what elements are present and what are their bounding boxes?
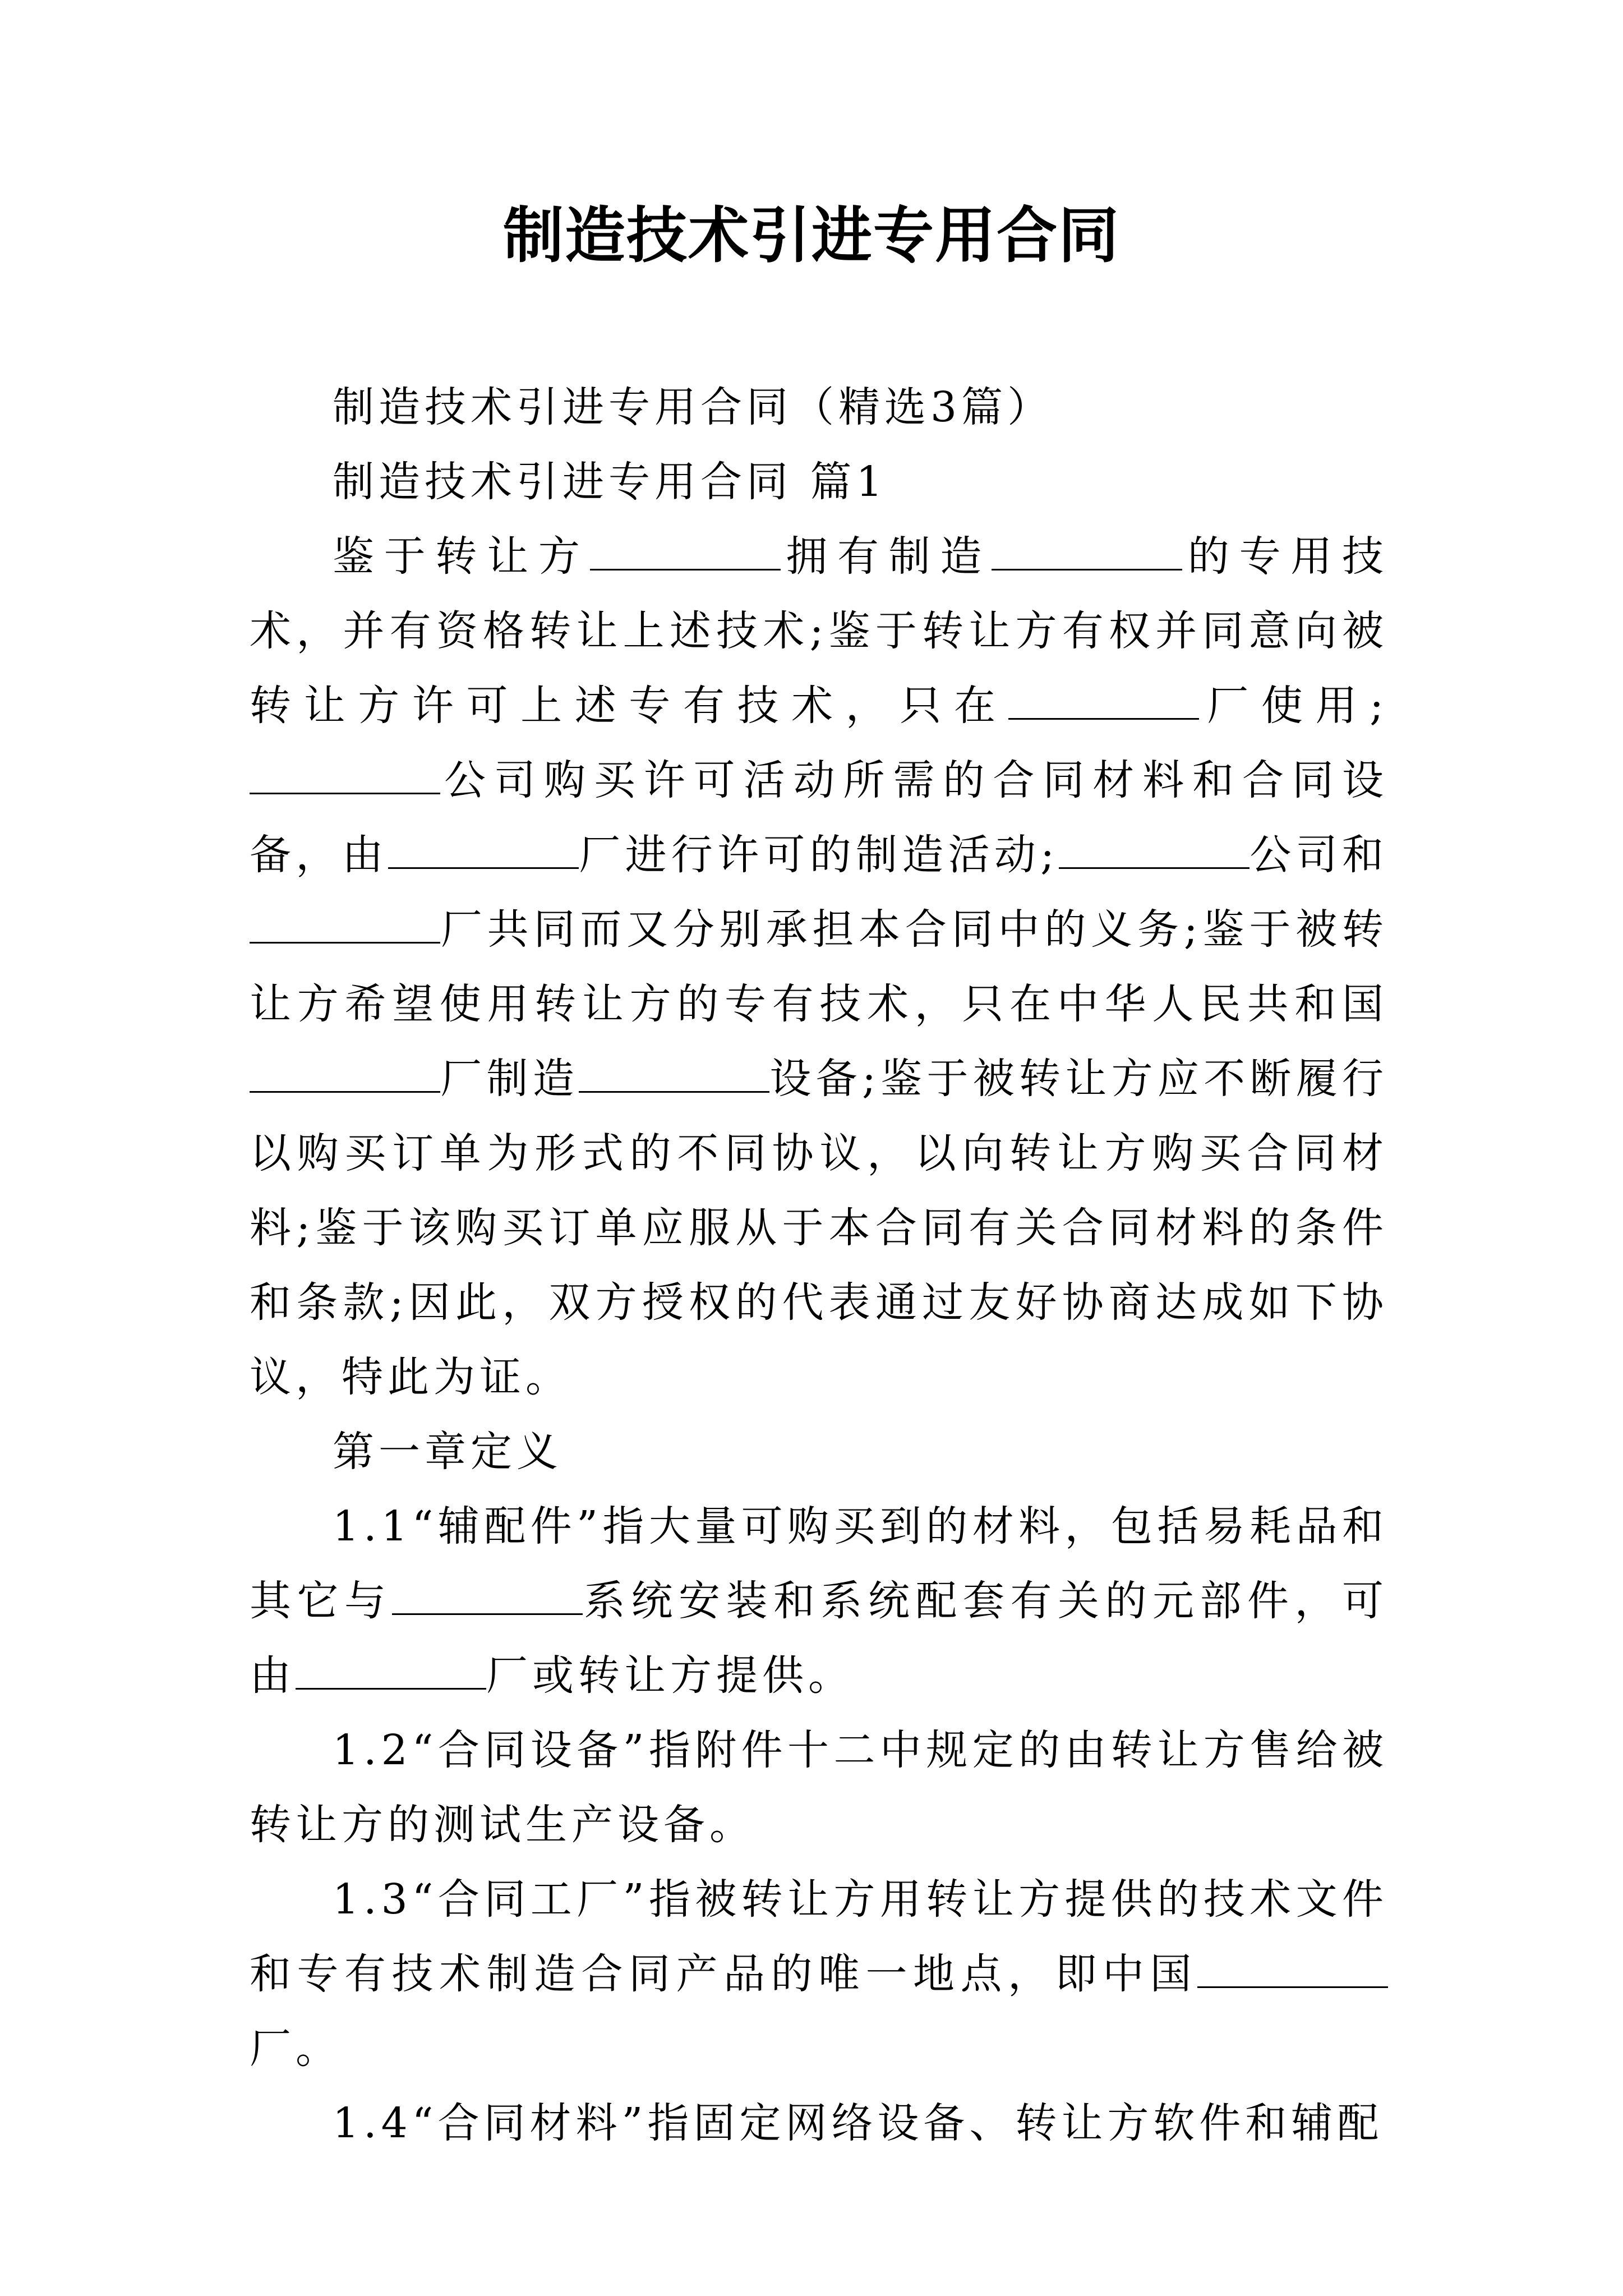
fill-blank: [1197, 1951, 1388, 1988]
document-title: 制造技术引进专用合同: [502, 200, 1120, 271]
preamble-text-4: 厂使用;: [1198, 682, 1388, 730]
section-heading: 制造技术引进专用合同 篇1: [333, 458, 887, 506]
preamble-text-10: 设备;鉴于被转让方应不断履行以购买订单为形式的不同协议，以向转让方购买合同材料;鉴于该购买订单应服从于本合同有关合同材料的条件和条款;因此，双方授权的代表通过友好协商达成如下协议，特此为证。: [250, 1055, 1388, 1401]
preamble-text-9: 厂制造: [440, 1055, 579, 1103]
subtitle-paragraph: 制造技术引进专用合同（精选3篇）: [333, 383, 1054, 431]
preamble-text-7: 公司和: [1249, 831, 1389, 879]
preamble-text-8: 厂共同而又分别承担本合同中的义务;鉴于被转让方希望使用转让方的专有技术，只在中华人民共和国: [250, 905, 1388, 1028]
fill-blank: [250, 907, 440, 944]
clause-1-1-text-2: 系统安装和系统配套有关的元部件，可由: [250, 1577, 1388, 1700]
clause-1-3-text-1: 1.3“合同工厂”指被转让方用转让方提供的技术文件和专有技术制造合同产品的唯一地点，即中国: [250, 1875, 1388, 1998]
fill-blank: [388, 832, 579, 869]
clause-1-1: [250, 1489, 1388, 1713]
preamble-text-3: 的专用技术，并有资格转让上述技术;鉴于转让方有权并同意向被转让方许可上述专有技术，只在: [250, 532, 1389, 730]
clause-1-3: [250, 1862, 1388, 2086]
fill-blank: [590, 533, 781, 570]
preamble-text-2: 拥有制造: [780, 532, 992, 581]
chapter-heading: 第一章定义: [333, 1428, 562, 1476]
fill-blank: [579, 1056, 769, 1093]
clause-1-3-text-2: 厂。: [250, 2024, 342, 2073]
preamble-paragraph: [250, 519, 1388, 1415]
fill-blank: [250, 1056, 440, 1093]
fill-blank: [250, 757, 440, 794]
fill-blank: [992, 533, 1182, 570]
fill-blank: [1008, 683, 1199, 720]
document-body: [250, 370, 1388, 2161]
clause-1-1-text-3: 厂或转让方提供。: [486, 1651, 854, 1700]
clause-1-1-text-1: 1.1“辅配件”指大量可购买到的材料，包括易耗品和其它与: [250, 1502, 1388, 1625]
fill-blank: [296, 1653, 486, 1690]
fill-blank: [1059, 832, 1249, 869]
preamble-text-5: 公司购买许可活动所需的合同材料和合同设备，由: [250, 756, 1388, 879]
preamble-text-6: 厂进行许可的制造活动;: [578, 831, 1059, 879]
clause-1-4: 1.4“合同材料”指固定网络设备、转让方软件和辅配: [333, 2099, 1384, 2147]
fill-blank: [392, 1578, 583, 1615]
clause-1-2: 1.2“合同设备”指附件十二中规定的由转让方售给被转让方的测试生产设备。: [250, 1726, 1388, 1849]
preamble-text-1: 鉴于转让方: [333, 532, 590, 581]
